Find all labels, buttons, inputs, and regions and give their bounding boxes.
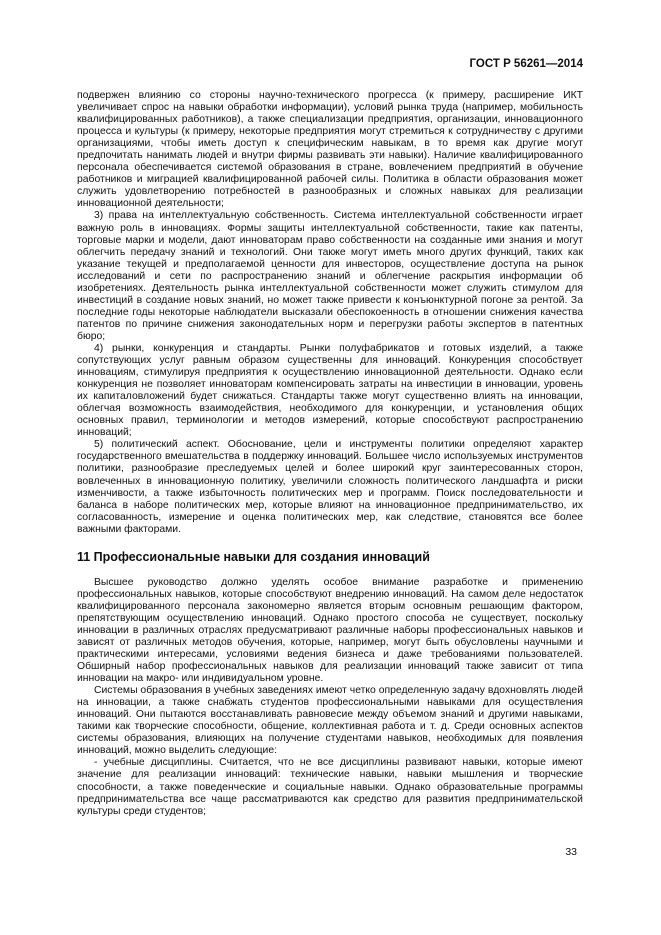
page-number: 33 <box>565 846 577 858</box>
paragraph-management: Высшее руководство должно уделять особое внимание разработке и применению профессиональных навыков, которые способствуют внедрению инноваций. На самом деле недостаток квалифицированного персонала закономерно является вторым основным решающим фактором, препятствующим осуществлению инноваций. Однако простого способа не существует, поскольку инновации в различных отраслях предусматривают различные наборы профессиональных навыков и зависят от различных методов обучения, которые, например, могут быть обусловлены научными и практическими интересами, условиями ведения бизнеса и даже требованиями пользователей. Обширный набор профессиональных навыков для реализации инноваций также зависит от типа инновации на макро- или индивидуальном уровне. <box>77 576 583 685</box>
list-item-disciplines: - учебные дисциплины. Считается, что не все дисциплины развивают навыки, которые имеют значение для реализации инноваций: технические навыки, навыки мышления и творческие способности, а также поведенческие и социальные навыки. Однако образовательные программы предпринимательства все чаще рассматриваются как средство для развития предпринимательской культуры среди студентов; <box>77 757 583 817</box>
standard-header: ГОСТ Р 56261—2014 <box>469 58 583 70</box>
paragraph-markets: 4) рынки, конкуренция и стандарты. Рынки полуфабрикатов и готовых изделий, а также сопутствующих услуг равным образом существенны для инноваций. Конкуренция способствует инновациям, стимулируя предприятия к осуществлению инновационной деятельности. Однако если конкуренция не позволяет инноваторам компенсировать затраты на инвестиции в инновации, уровень их капиталовложений будет снижаться. Стандарты также могут существенно влиять на инновации, облегчая возможность взаимодействия, необходимого для конкуренции, и установления общих основных правил, терминологии и методов измерений, которые способствуют распространению инноваций; <box>77 342 583 439</box>
paragraph-ip-rights: 3) права на интеллектуальную собственность. Система интеллектуальной собственности играет важную роль в инновациях. Формы защиты интеллектуальной собственности, такие как патенты, торговые марки и модели, дают инноваторам право собственности на созданные ими знания и могут облегчить передачу знаний и технологий. Они также могут иметь много других функций, таких как указание текущей и предполагаемой ценности для инвесторов, осуществление доступа на рынок исследований и сети по распространению знаний и облегчение раскрытия информации об изобретениях. Деятельность рынка интеллектуальной собственности может служить стимулом для инвестиций в создание новых знаний, но может также привести к конъюнктурной погоне за рентой. За последние годы некоторые наблюдатели высказали обеспокоенность в отношении снижения качества патентов по причине снижения законодательных норм и перегрузки работы экспертов в патентных бюро; <box>77 210 583 342</box>
page-content <box>77 90 583 818</box>
section-heading: 11 Профессиональные навыки для создания инноваций <box>77 549 430 564</box>
paragraph-education: Системы образования в учебных заведениях имеют четко определенную задачу вдохновлять людей на инновации, а также снабжать студентов профессиональными навыками для осуществления инноваций. Они пытаются восстанавливать равновесие между объемом знаний и другими навыками, такими как творческие способности, общение, коллективная работа и т. д. Среди основных аспектов системы образования, влияющих на получение студентами навыков, необходимых для появления инноваций, можно выделить следующие: <box>77 685 583 757</box>
paragraph-policy: 5) политический аспект. Обоснование, цели и инструменты политики определяют характер государственного вмешательства в поддержку инноваций. Большее число используемых инструментов политики, разнообразие преследуемых целей и более широкий круг заинтересованных сторон, вовлеченных в инновационную политику, увеличили сложность политического ландшафта и риски изменчивости, а также избыточность политических мер и программ. Поиск последовательности и баланса в наборе политических мер, которые влияют на инновационное предпринимательство, их согласованность, измерение и оценка политических мер, как следствие, становятся все более важными факторами. <box>77 439 583 535</box>
paragraph-continuation: подвержен влиянию со стороны научно-технического прогресса (к примеру, расширение ИКТ увеличивает спрос на навыки обработки информации), условий рынка труда (например, мобильность квалифицированных работников), а также специализации предприятия, организации, инновационного процесса и культуры (к примеру, некоторые предприятия могут стремиться к сотрудничеству с другими организациями, чтобы иметь доступ к специфическим навыкам, в то время как другие могут предпочитать нанимать людей и внутри фирмы развивать эти навыки). Наличие квалифицированного персонала обеспечивается системой образования в стране, вовлечением предприятий в обучение работников и миграцией квалифицированной рабочей силы. Политика в области образования может служить удовлетворению потребностей в разнообразных и сложных навыках для реализации инновационной деятельности; <box>77 90 583 210</box>
